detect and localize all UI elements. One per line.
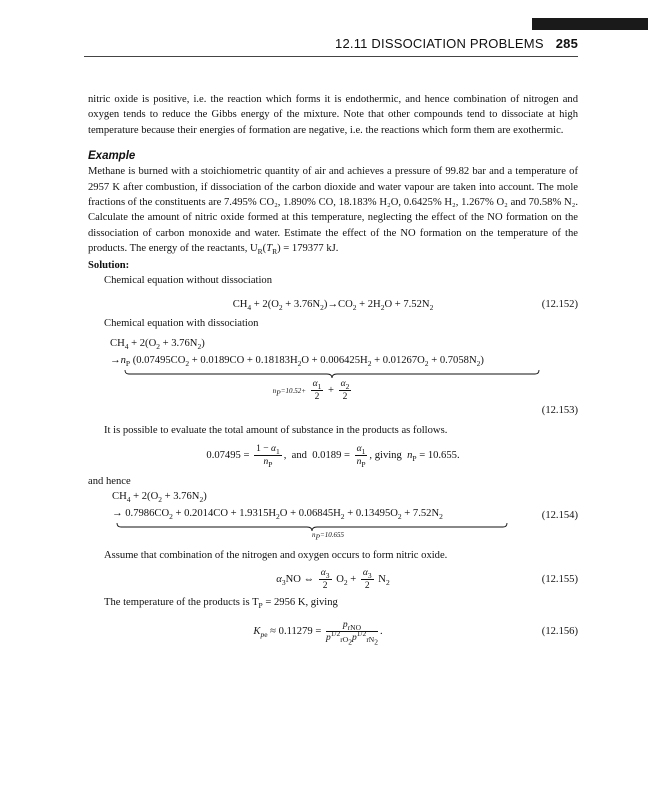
section-title: 12.11 DISSOCIATION PROBLEMS [335, 36, 544, 51]
equation-number: (12.153) [541, 404, 578, 416]
underbrace [116, 522, 508, 531]
example-statement: Methane is burned with a stoichiometric quantity of air and achieves a pressure of 99.82 bar and a temperature of 2957 K after combustion, if dissociation of the carbon dioxide and water vapour are taken into account. The mole fractions of the constituents are 7.495% CO₂, 1.890% CO, 18.183% H₂O, 0.6425% H₂, 1.267% O₂ and 70.58% N₂. Calculate the amount of nitric oxide formed at this temperature, neglecting the effect of the NO formation on the dissociation of carbon monoxide and water. Estimate the effect of the NO formation on the temperature of the products. The energy of the reactants, $U_R(T_R) = 179377$ kJ. [88, 166, 578, 257]
equation-12-156: $K_{pe} \approx 0.11279$ = $\frac{p_{rNO}}{p^{1/2}_{rO_2}p^{1/2}_{rN_2}}$ . (12.156) [88, 613, 578, 651]
equation-12-155: $\alpha_3NO$ ⇔ $\frac{\alpha_3}{2}$ $O_2$ + $\frac{\alpha_3}{2}$ $N_2$ (12.155) [88, 565, 578, 595]
solution-text-1: Chemical equation without dissociation [104, 275, 272, 287]
equation-12-152: $CH_4 + 2(O_2 + 3.76N_2)\to CO_2 + 2H_2O + 7.52N_2$ (12.152) [88, 294, 578, 316]
header-rule [84, 56, 578, 57]
header-bar [532, 18, 648, 30]
page-body [88, 92, 578, 651]
underbrace [124, 369, 540, 378]
solution-text-3: It is possible to evaluate the total amount of substance in the products as follows. [104, 425, 448, 437]
equation-evaluation: 0.07495 = $\frac{1 - \alpha_1}{n_P}$ , and 0.0189 = $\frac{\alpha_1}{n_P}$ , giving $n_P = 10.655$. [206, 443, 460, 469]
equation-number: (12.156) [541, 625, 578, 637]
equation-12-153: $CH_4 + 2(O_2 + 3.76N_2)$ $\to n_P$ $(0.07495CO_2 + 0.0189CO + 0.18183H_2O + 0.006425H_2 + 0.01267O_2 + 0.7058N_2)$ $n_P=10.52+$ $\frac{\alpha_1}{2}$ + $\frac{\alpha_2}{2}$ (12.153) [88, 336, 578, 418]
equation-number: (12.155) [541, 574, 578, 586]
solution-text-4: Assume that combination of the nitrogen and oxygen occurs to form nitric oxide. [104, 549, 448, 561]
solution-label: Solution: [88, 259, 130, 271]
equation-number: (12.154) [541, 509, 578, 521]
example-title: Example [88, 150, 136, 163]
solution-text-2: Chemical equation with dissociation [104, 318, 259, 330]
equation-12-154: $CH_4 + 2(O_2 + 3.76N_2)$ → $0.7986CO_2 + 0.2014CO + 1.9315H_2O + 0.06845H_2 + 0.13495O_2 + 7.52N_2$ (12.154) $n_P=10.655$ [112, 490, 578, 542]
equation-number: (12.152) [541, 299, 578, 311]
page-number: 285 [555, 36, 578, 51]
and-hence: and hence [88, 475, 131, 487]
intro-paragraph: nitric oxide is positive, i.e. the reaction which forms it is endothermic, and hence combination of nitrogen and oxygen tends to reduce the Gibbs energy of the mixture. Note that other compounds tend to dissociate at high temperature because their energies of formation are negative, i.e. the reactions which form them are exothermic. [88, 94, 578, 136]
page-header [0, 36, 578, 51]
solution-text-5: The temperature of the products is $T_P = 2956$ K, giving [104, 597, 338, 611]
